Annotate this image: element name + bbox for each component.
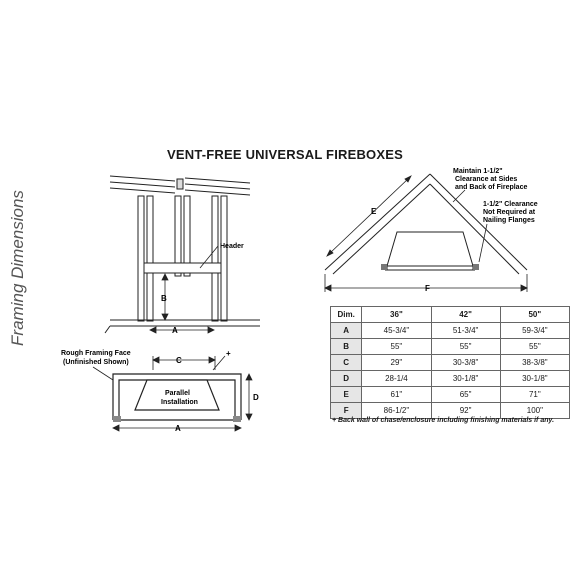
value-cell: 38-3/8": [500, 355, 569, 371]
front-framing-diagram: [100, 168, 265, 338]
section-side-label: Framing Dimensions: [8, 190, 27, 346]
top-beam-left: [110, 176, 175, 193]
value-cell: 100": [500, 403, 569, 419]
flange-note-line1: 1-1/2" Clearance: [483, 201, 538, 208]
corner-installation-diagram: [315, 162, 555, 302]
value-cell: 61": [362, 387, 431, 403]
dim-cell: D: [331, 371, 362, 387]
rough-framing-label-line2: (Unfinished Shown): [63, 359, 129, 366]
stud-outer-left: [138, 196, 144, 321]
flange-note-line2: Not Required at: [483, 209, 536, 216]
parallel-label-line2: Installation: [161, 399, 198, 406]
plus-mark: +: [226, 349, 231, 358]
value-cell: 65": [431, 387, 500, 403]
dim-cell: A: [331, 323, 362, 339]
value-cell: 45-3/4": [362, 323, 431, 339]
rough-framing-label-line1: Rough Framing Face: [61, 350, 131, 357]
table-row: [331, 355, 570, 371]
top-beam-right: [185, 178, 250, 195]
value-cell: 55": [362, 339, 431, 355]
value-cell: 29": [362, 355, 431, 371]
dim-cell: C: [331, 355, 362, 371]
header-36: 36": [362, 307, 431, 323]
value-cell: 30-1/8": [431, 371, 500, 387]
value-cell: 30-3/8": [431, 355, 500, 371]
dim-c-label: C: [176, 356, 182, 365]
value-cell: 59-3/4": [500, 323, 569, 339]
footnote-plus-mark: +: [332, 417, 337, 424]
parallel-installation-diagram: [55, 340, 265, 435]
dim-a-label-plan: A: [175, 424, 181, 433]
dimensions-table: [330, 306, 570, 419]
header-42: 42": [431, 307, 500, 323]
header-label: Header: [220, 243, 244, 250]
dim-cell: B: [331, 339, 362, 355]
page-title: VENT-FREE UNIVERSAL FIREBOXES: [167, 147, 403, 162]
dim-e-label: E: [371, 207, 377, 216]
header-beam: [144, 263, 221, 273]
table-header-row: [331, 307, 570, 323]
table-row: [331, 339, 570, 355]
value-cell: 55": [431, 339, 500, 355]
header-dim: Dim.: [331, 307, 362, 323]
stud-inner-left: [147, 196, 153, 321]
table-row: [331, 323, 570, 339]
value-cell: 30-1/8": [500, 371, 569, 387]
table-row: [331, 387, 570, 403]
table-row: [331, 371, 570, 387]
value-cell: 86-1/2": [362, 403, 431, 419]
value-cell: 28-1/4: [362, 371, 431, 387]
dim-b-label: B: [161, 294, 167, 303]
value-cell: 55": [500, 339, 569, 355]
dim-d-label: D: [253, 393, 259, 402]
value-cell: 51-3/4": [431, 323, 500, 339]
flange-note-line3: Nailing Flanges: [483, 217, 535, 224]
value-cell: 92": [431, 403, 500, 419]
dim-cell: F: [331, 403, 362, 419]
stud-inner-right: [212, 196, 218, 321]
parallel-label-line1: Parallel: [165, 390, 190, 397]
footnote-text: Back wall of chase/enclosure including finishing materials if any.: [338, 417, 555, 424]
header-50: 50": [500, 307, 569, 323]
dim-f-label: F: [425, 284, 430, 293]
dim-a-label: A: [172, 326, 178, 335]
clearance-note-line2: Clearance at Sides: [455, 176, 518, 183]
clearance-note-line3: and Back of Fireplace: [455, 184, 528, 191]
dim-cell: E: [331, 387, 362, 403]
value-cell: 71": [500, 387, 569, 403]
clearance-note-line1: Maintain 1-1/2": [453, 168, 503, 175]
stud-outer-right: [221, 196, 227, 321]
table-footnote: [332, 417, 554, 424]
